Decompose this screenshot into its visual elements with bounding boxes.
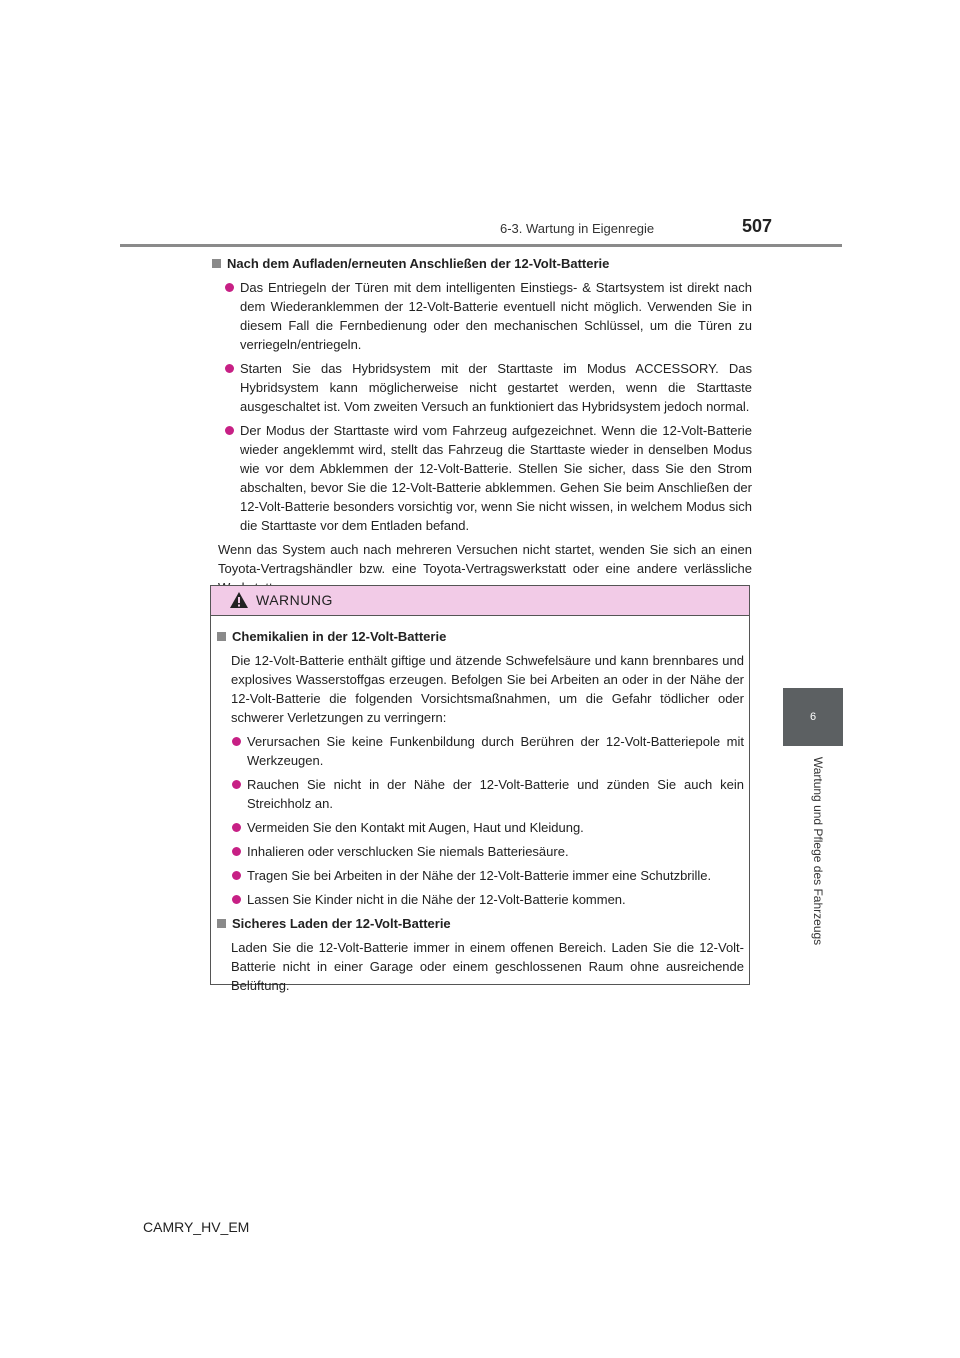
circle-bullet-icon [232, 895, 241, 904]
list-item: Das Entriegeln der Türen mit dem intelligenten Einstiegs- & Startsystem ist direkt nach dem Wiederanklemmen der 12-Volt-Batterie eventuell nicht möglich. Verwenden Sie in diesem Fall die Fernbedienung oder den mechanischen Schlüssel, um die Türen zu verriegeln/entriegeln. [212, 278, 752, 354]
model-code: CAMRY_HV_EM [143, 1219, 250, 1235]
list-item: Der Modus der Starttaste wird vom Fahrzeug aufgezeichnet. Wenn die 12-Volt-Batterie wieder angeklemmt wird, stellt das Fahrzeug die Starttaste wieder in denselben Modus wie vor dem Abklemmen der 12-Volt-Batterie. Stellen Sie sicher, dass Sie den Strom abschalten, bevor Sie die 12-Volt-Batterie abklemmen. Gehen Sie beim Anschließen der 12-Volt-Batterie besonders vorsichtig vor, wenn Sie nicht wissen, in welchem Modus sich die Starttaste vor dem Entladen befand. [212, 421, 752, 535]
warning-paragraph: Laden Sie die 12-Volt-Batterie immer in einem offenen Bereich. Laden Sie die 12-Volt-Batterie nicht in einer Garage oder einem geschlossenen Raum ohne ausreichende Belüftung. [231, 940, 744, 993]
warning-box [210, 585, 750, 993]
warning-title: WARNUNG [256, 592, 333, 608]
header-divider [120, 244, 842, 247]
warning-header [211, 586, 749, 616]
circle-bullet-icon [232, 871, 241, 880]
chapter-label: Wartung und Pflege des Fahrzeugs [811, 756, 825, 946]
circle-bullet-icon [225, 364, 234, 373]
section-title: 6-3. Wartung in Eigenregie [500, 221, 655, 236]
list-item: Rauchen Sie nicht in der Nähe der 12-Volt-Batterie und zünden Sie auch kein Streichholz an. [217, 775, 744, 813]
list-item: Lassen Sie Kinder nicht in die Nähe der 12-Volt-Batterie kommen. [217, 890, 744, 909]
circle-bullet-icon [225, 426, 234, 435]
circle-bullet-icon [232, 780, 241, 789]
chapter-number: 6 [809, 711, 817, 723]
note-paragraph: Wenn das System auch nach mehreren Versuchen nicht startet, wenden Sie sich an einen Toyota-Vertragshändler bzw. eine Toyota-Vertragswerkstatt oder eine andere verlässliche [218, 542, 752, 576]
list-item: Vermeiden Sie den Kontakt mit Augen, Haut und Kleidung. [217, 818, 744, 837]
warning-paragraph: Die 12-Volt-Batterie enthält giftige und ätzende Schwefelsäure und kann brennbares und explosives Wasserstoffgas erzeugen. Befolgen Sie bei Arbeiten an oder in der Nähe der 12-Volt-Batterie die folgenden Vorsichtsmaßnahmen, um die Gefahr tödlicher oder schwerer Verletzungen zu verringern: [231, 653, 744, 725]
page-number: 507 [742, 216, 773, 236]
square-bullet-icon [217, 632, 226, 641]
circle-bullet-icon [232, 737, 241, 746]
list-item: Tragen Sie bei Arbeiten in der Nähe der 12-Volt-Batterie immer eine Schutzbrille. [217, 866, 744, 885]
circle-bullet-icon [232, 847, 241, 856]
warning-heading: Sicheres Laden der 12-Volt-Batterie [217, 914, 744, 933]
main-content [212, 254, 752, 597]
section-heading: Nach dem Aufladen/erneuten Anschließen der 12-Volt-Batterie [212, 254, 752, 273]
warning-body [217, 627, 744, 995]
warning-heading: Chemikalien in der 12-Volt-Batterie [217, 627, 744, 646]
warning-triangle-icon [229, 591, 249, 609]
list-item: Inhalieren oder verschlucken Sie niemals Batteriesäure. [217, 842, 744, 861]
circle-bullet-icon [225, 283, 234, 292]
list-item: Verursachen Sie keine Funkenbildung durch Berühren der 12-Volt-Batteriepole mit Werkzeugen. [217, 732, 744, 770]
list-item: Starten Sie das Hybridsystem mit der Starttaste im Modus ACCESSORY. Das Hybridsystem kann möglicherweise nicht gestartet werden, wenn die Starttaste ausgeschaltet ist. Vom zweiten Versuch an funktioniert das Hybridsystem jedoch normal. [212, 359, 752, 416]
square-bullet-icon [217, 919, 226, 928]
square-bullet-icon [212, 259, 221, 268]
circle-bullet-icon [232, 823, 241, 832]
